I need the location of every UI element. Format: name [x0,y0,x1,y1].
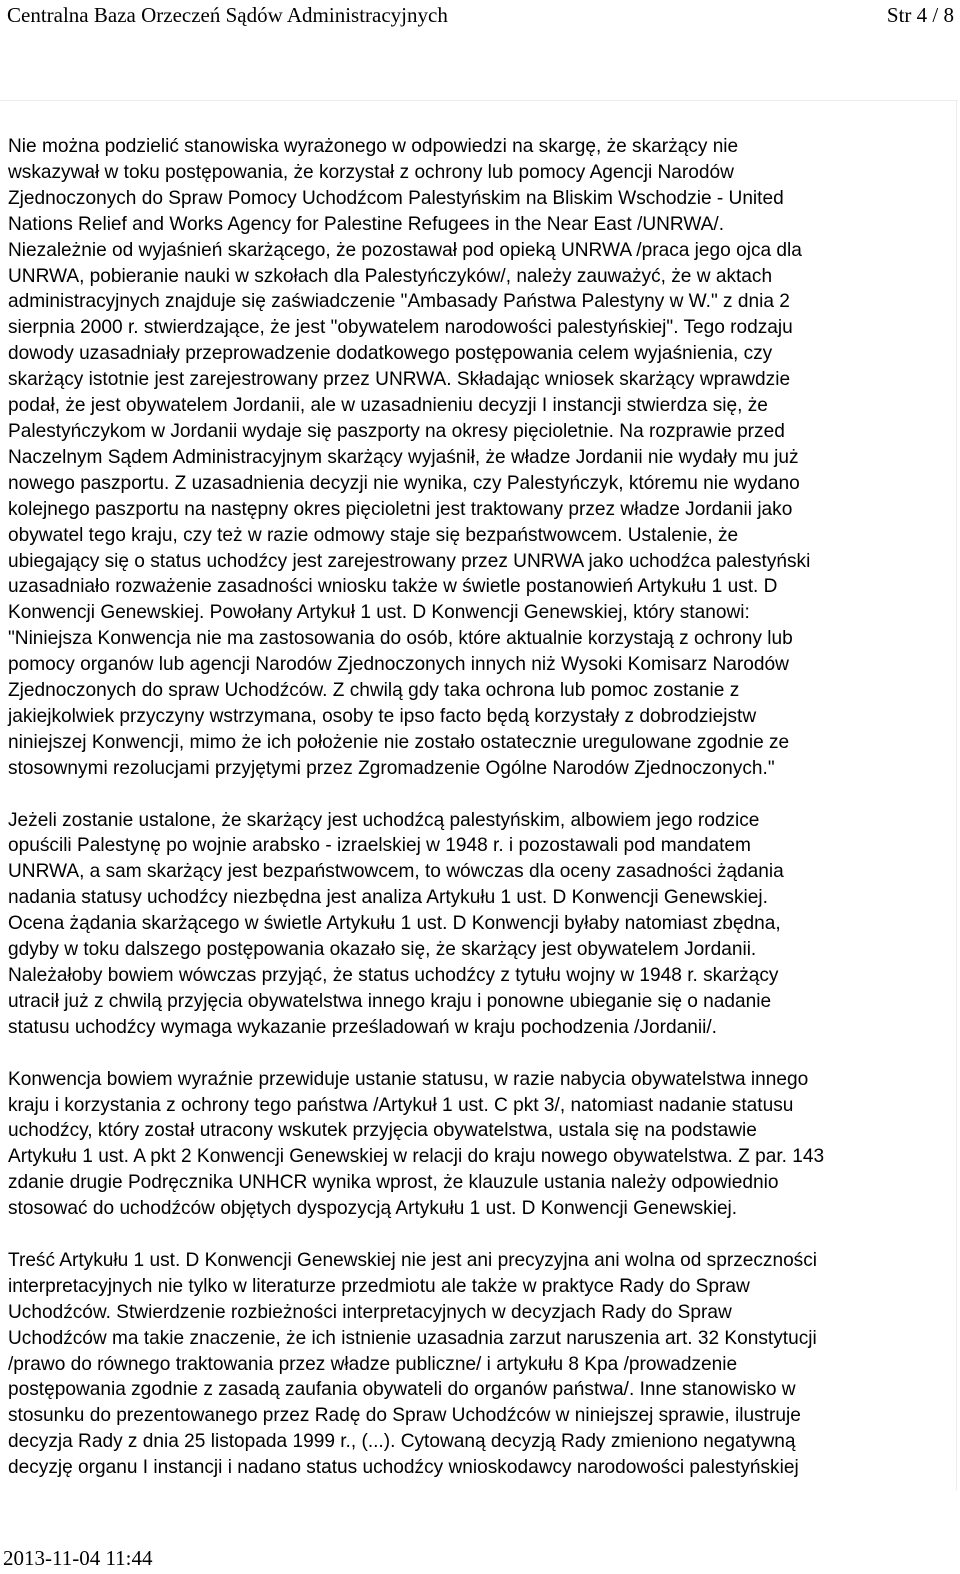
text-line: nowego paszportu. Z uzasadnienia decyzji nie wynika, czy Palestyńczyk, któremu nie wydano [8,472,800,494]
text-line: zdanie drugie Podręcznika UNHCR wynika wprost, że klauzule ustania należy odpowiednio [8,1172,779,1194]
page-header [0,0,960,34]
paragraph [8,808,953,1041]
text-line: kraju i korzystania z ochrony tego państwa /Artykuł 1 ust. C pkt 3/, natomiast nadanie statusu [8,1094,794,1116]
text-line: Uchodźców. Stwierdzenie rozbieżności interpretacyjnych w decyzjach Rady do Spraw [8,1301,732,1323]
text-line: decyzja Rady z dnia 25 listopada 1999 r., (...). Cytowaną decyzją Rady zmieniono negatywną [8,1431,796,1453]
text-line: nadania statusy uchodźcy niezbędna jest analiza Artykułu 1 ust. D Konwencji Genewskiej. [8,887,768,909]
text-line: Uchodźców ma takie znaczenie, że ich istnienie uzasadnia zarzut naruszenia art. 32 Konstytucji [8,1327,817,1349]
text-line: Palestyńczykom w Jordanii wydaje się paszporty na okresy pięcioletnie. Na rozprawie przed [8,420,785,442]
text-line: stosować do uchodźców objętych dyspozycją Artykułu 1 ust. D Konwencji Genewskiej. [8,1198,738,1220]
text-line: UNRWA, a sam skarżący jest bezpaństwowcem, to wówczas dla oceny zasadności żądania [8,861,784,883]
document-source-title: Centralna Baza Orzeczeń Sądów Administracyjnych [7,3,448,27]
paragraph [8,1248,953,1481]
text-line: stosownymi rezolucjami przyjętymi przez Zgromadzenie Ogólne Narodów Zjednoczonych." [8,757,775,779]
text-line: Nations Relief and Works Agency for Palestine Refugees in the Near East /UNRWA/. [8,213,724,235]
text-line: Treść Artykułu 1 ust. D Konwencji Genewskiej nie jest ani precyzyjna ani wolna od sprzeczności [8,1249,818,1271]
text-line: Naczelnym Sądem Administracyjnym skarżący wyjaśnił, że władze Jordanii nie wydały mu już [8,446,799,468]
text-line: Konwencja bowiem wyraźnie przewiduje ustanie statusu, w razie nabycia obywatelstwa innego [8,1068,809,1090]
text-line: administracyjnych znajduje się zaświadczenie "Ambasady Państwa Palestyny w W." z dnia 2 [8,291,790,313]
text-line: wskazywał w toku postępowania, że korzystał z ochrony lub pomocy Agencji Narodów [8,161,734,183]
text-line: opuścili Palestynę po wojnie arabsko - izraelskiej w 1948 r. i pozostawali pod mandatem [8,835,751,857]
text-line: kolejnego paszportu na następny okres pięcioletni jest traktowany przez władze Jordanii jako [8,498,793,520]
page-number: Str 4 / 8 [886,3,954,27]
text-line: Zjednoczonych do Spraw Pomocy Uchodźcom Palestyńskim na Bliskim Wschodzie - United [8,187,784,209]
text-line: pomocy organów lub agencji Narodów Zjednoczonych innych niż Wysoki Komisarz Narodów [8,654,789,676]
paragraph [8,1067,953,1222]
paragraph [8,134,953,782]
text-line: skarżący istotnie jest zarejestrowany przez UNRWA. Składając wniosek skarżący wprawdzie [8,369,791,391]
text-line: uchodźcy, który został utracony wskutek przyjęcia obywatelstwa, ustala się na podstawie [8,1120,757,1142]
text-line: gdyby w toku dalszego postępowania okazało się, że skarżący jest obywatelem Jordanii. [8,939,757,961]
content-top-border [0,100,958,101]
text-line: ubiegający się o status uchodźcy jest zarejestrowany przez UNRWA jako uchodźca palestyński [8,550,811,572]
text-line: niniejszej Konwencji, mimo że ich położenie nie zostało ostatecznie uregulowane zgodnie ze [8,731,790,753]
print-timestamp: 2013-11-04 11:44 [3,1546,153,1570]
text-line: uzasadniało rozważenie zasadności wniosku także w świetle postanowień Artykułu 1 ust. D [8,576,778,598]
text-line: jakiejkolwiek przyczyny wstrzymana, osoby te ipso facto będą korzystały z dobrodziejstw [8,705,757,727]
text-line: Artykułu 1 ust. A pkt 2 Konwencji Genewskiej w relacji do kraju nowego obywatelstwa. Z par. 143 [8,1146,825,1168]
text-line: statusu uchodźcy wymaga wykazanie prześladowań w kraju pochodzenia /Jordanii/. [8,1016,717,1038]
text-line: utracił już z chwilą przyjęcia obywatelstwa innego kraju i ponowne ubieganie się o nadanie [8,990,772,1012]
text-line: decyzję organu I instancji i nadano status uchodźcy wnioskodawcy narodowości palestyńskiej [8,1457,799,1479]
text-line: Zjednoczonych do spraw Uchodźców. Z chwilą gdy taka ochrona lub pomoc zostanie z [8,680,740,702]
text-line: podał, że jest obywatelem Jordanii, ale w uzasadnieniu decyzji I instancji stwierdza się, że [8,395,768,417]
text-line: Niezależnie od wyjaśnień skarżącego, że pozostawał pod opieką UNRWA /praca jego ojca dla [8,239,802,261]
document-body [8,134,953,1481]
text-line: /prawo do równego traktowania przez władze publiczne/ i artykułu 8 Kpa /prowadzenie [8,1353,738,1375]
text-line: stosunku do prezentowanego przez Radę do Spraw Uchodźców w niniejszej sprawie, ilustruje [8,1405,801,1427]
text-line: Należałoby bowiem wówczas przyjąć, że status uchodźcy z tytułu wojny w 1948 r. skarżący [8,964,779,986]
text-line: UNRWA, pobieranie nauki w szkołach dla Palestyńczyków/, należy zauważyć, że w aktach [8,265,773,287]
text-line: "Niniejsza Konwencja nie ma zastosowania do osób, które aktualnie korzystają z ochrony lub [8,628,793,650]
text-line: sierpnia 2000 r. stwierdzające, że jest "obywatelem narodowości palestyńskiej". Tego rodzaju [8,317,793,339]
text-line: dowody uzasadniały przeprowadzenie dodatkowego postępowania celem wyjaśnienia, czy [8,343,773,365]
text-line: Konwencji Genewskiej. Powołany Artykuł 1 ust. D Konwencji Genewskiej, który stanowi: [8,602,750,624]
content-right-border [956,100,957,1490]
text-line: Nie można podzielić stanowiska wyrażonego w odpowiedzi na skargę, że skarżący nie [8,136,739,157]
text-line: interpretacyjnych nie tylko w literaturze przedmiotu ale także w praktyce Rady do Spraw [8,1275,750,1297]
text-line: Jeżeli zostanie ustalone, że skarżący jest uchodźcą palestyńskim, albowiem jego rodzice [8,809,760,831]
text-line: obywatel tego kraju, czy też w razie odmowy staje się bezpaństwowcem. Ustalenie, że [8,524,739,546]
text-line: postępowania zgodnie z zasadą zaufania obywateli do organów państwa/. Inne stanowisko w [8,1379,796,1401]
text-line: Ocena żądania skarżącego w świetle Artykułu 1 ust. D Konwencji byłaby natomiast zbędna, [8,913,781,935]
